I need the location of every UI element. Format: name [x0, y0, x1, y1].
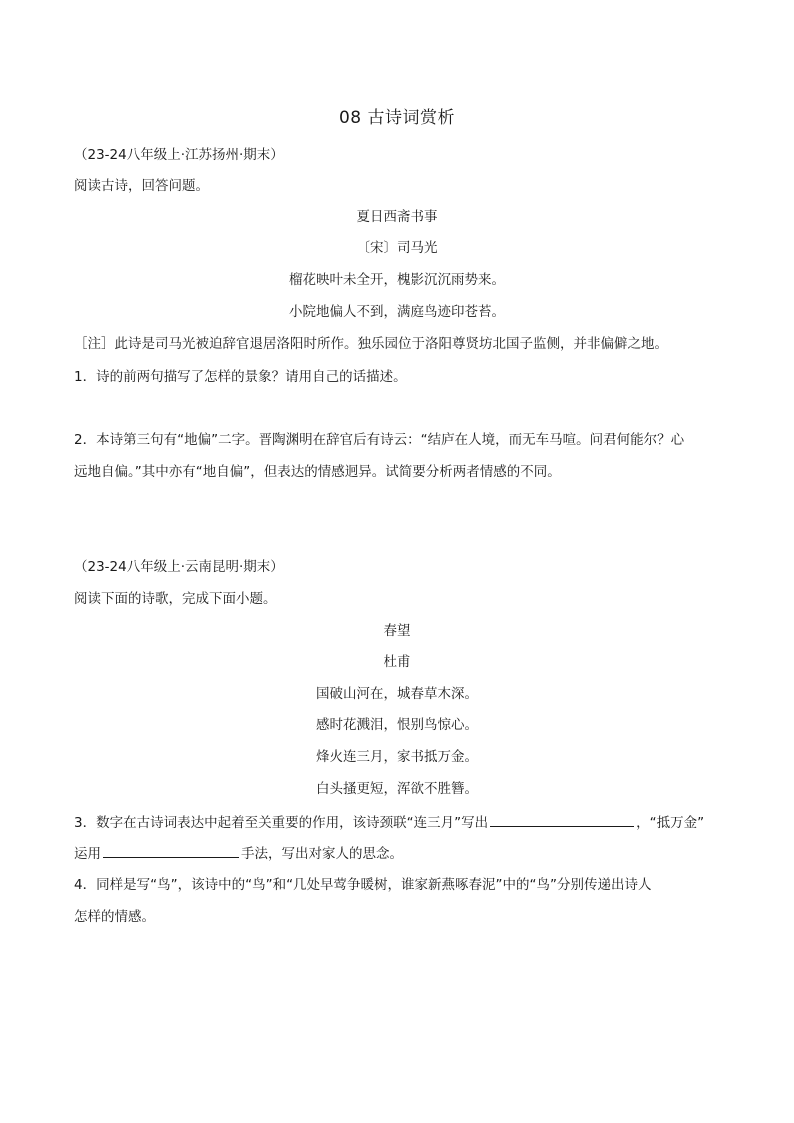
question-3-text-d: 手法，写出对家人的思念。	[241, 846, 403, 862]
section2-poem-title: 春望	[383, 623, 411, 639]
question-4-line-2: 怎样的情感。	[74, 909, 155, 925]
question-3-line-1	[74, 812, 704, 833]
section2-poem-line-3: 烽火连三月，家书抵万金。	[316, 749, 478, 765]
section2-poem-line-1: 国破山河在，城春草木深。	[316, 686, 478, 702]
question-3-line-2	[74, 843, 403, 864]
question-2-line-1: 2．本诗第三句有“地偏”二字。晋陶渊明在辞官后有诗云：“结庐在人境，而无车马喧。问君何能尔？心	[74, 432, 685, 448]
section1-note: ［注］此诗是司马光被迫辞官退居洛阳时所作。独乐园位于洛阳尊贤坊北国子监侧，并非偏僻之地。	[74, 336, 668, 352]
question-3-text-b: ，“抵万金”	[636, 815, 705, 831]
section1-instruction: 阅读古诗，回答问题。	[74, 178, 209, 194]
question-3-text-a: 3．数字在古诗词表达中起着至关重要的作用，该诗颈联“连三月”写出	[74, 815, 489, 831]
question-4-line-1: 4．同样是写“鸟”，该诗中的“鸟”和“几处早莺争暖树，谁家新燕啄春泥”中的“鸟”分别传递出诗人	[74, 877, 652, 893]
question-2-line-2: 远地自偏。”其中亦有“地自偏”，但表达的情感迥异。试简要分析两者情感的不同。	[74, 464, 561, 480]
section1-poem-title: 夏日西斋书事	[356, 209, 438, 225]
question-1: 1．诗的前两句描写了怎样的景象？请用自己的话描述。	[74, 369, 407, 385]
answer-blank-1	[490, 812, 634, 827]
section2-poem-author: 杜甫	[383, 654, 411, 670]
section1-source: （23-24八年级上·江苏扬州·期末）	[74, 147, 284, 163]
page-title: 08 古诗词赏析	[338, 108, 456, 128]
section2-instruction: 阅读下面的诗歌，完成下面小题。	[74, 591, 277, 607]
answer-blank-2	[103, 843, 239, 858]
section1-poem-line-1: 榴花映叶未全开，槐影沉沉雨势来。	[289, 272, 505, 288]
section1-poem-line-2: 小院地偏人不到，满庭鸟迹印苍苔。	[289, 304, 505, 320]
section2-poem-line-4: 白头搔更短，浑欲不胜簪。	[316, 781, 478, 797]
question-3-text-c: 运用	[74, 846, 101, 862]
section2-poem-line-2: 感时花溅泪，恨别鸟惊心。	[316, 717, 478, 733]
section1-poem-author: 〔宋〕司马光	[356, 240, 438, 256]
section2-source: （23-24八年级上·云南昆明·期末）	[74, 559, 284, 575]
